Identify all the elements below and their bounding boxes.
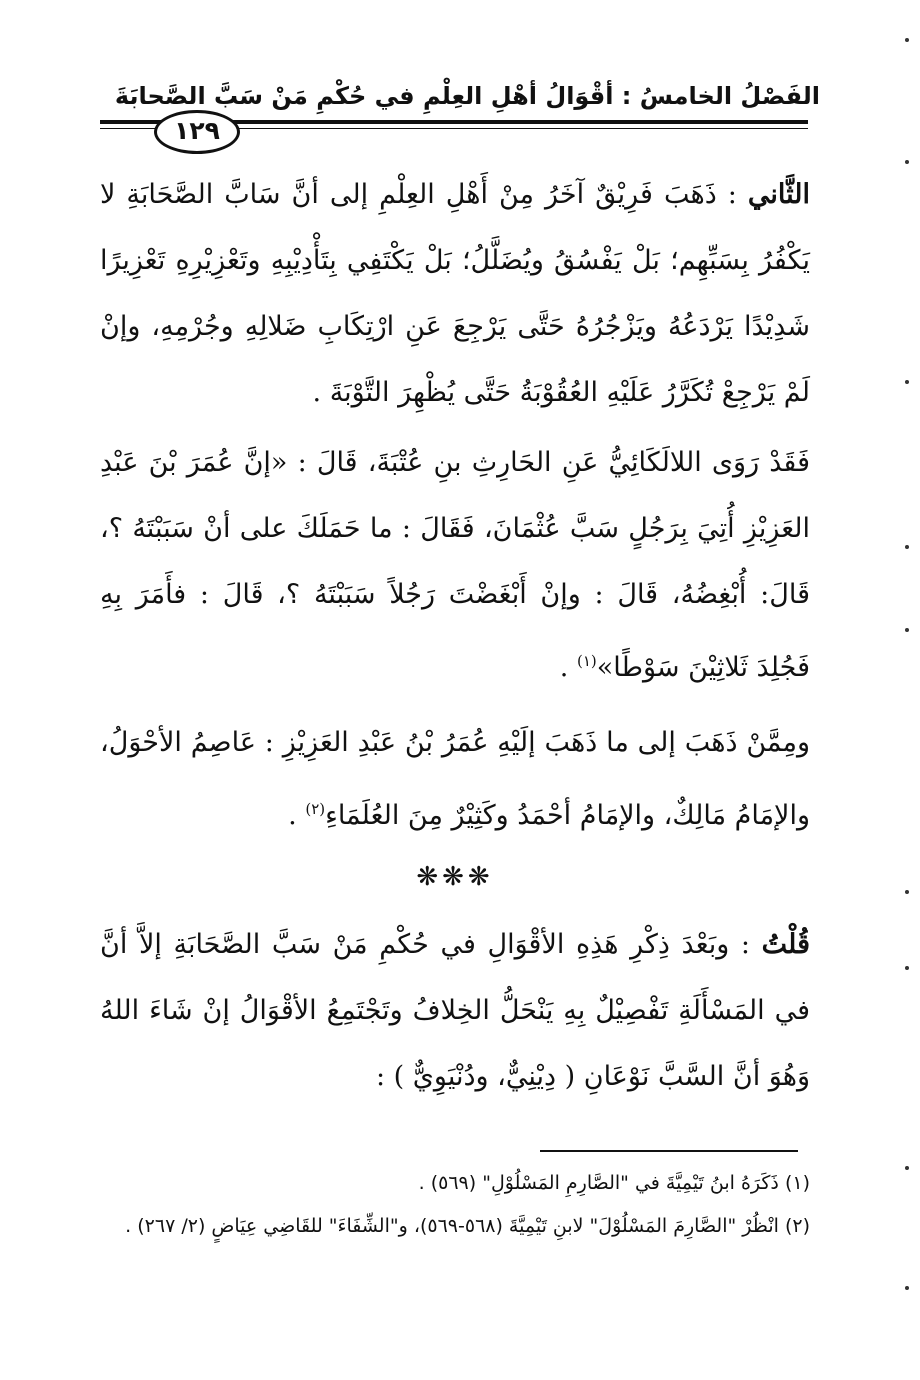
footnote-ref-1: (١) bbox=[576, 652, 597, 670]
paragraph-narration bbox=[100, 430, 810, 701]
footnote-1: (١) ذَكَرَهُ ابنُ تَيْمِيَّةَ في "الصَّارِمِ المَسْلُوْلِ" (٥٦٩) . bbox=[418, 1172, 810, 1194]
paragraph-adherents bbox=[100, 710, 810, 849]
paragraph-text: : وبَعْدَ ذِكْرِ هَذِهِ الأقْوَالِ في حُكْمِ مَنْ سَبَّ الصَّحَابَةِ إلاَّ أنَّ في المَسْأَلَةِ تَفْصِيْلٌ بِهِ يَنْحَلُّ الخِلافُ وتَجْتَمِعُ الأقْوَالُ إنْ شَاءَ اللهُ وَهُوَ أنَّ السَّبَّ نَوْعَانِ ( دِيْنِيٌّ، ودُنْيَوِيٌّ ) : bbox=[100, 929, 810, 1092]
section-separator: ❋❋❋ bbox=[416, 862, 494, 892]
margin-dot bbox=[905, 890, 909, 894]
margin-dot bbox=[905, 628, 909, 632]
paragraph-end: . bbox=[288, 800, 306, 831]
paragraph-lead-word: قُلْتُ bbox=[761, 929, 810, 960]
paragraph-lead-word: الثَّاني bbox=[747, 179, 810, 210]
footnote-2: (٢) انْظُرْ "الصَّارِمَ المَسْلُوْلَ" لابنِ تَيْمِيَّةَ (٥٦٨-٥٦٩)، و"الشِّفَاءَ" للقَاضِي عِيَاضٍ (٢/ ٢٦٧) . bbox=[125, 1215, 810, 1237]
page-number: ١٢٩ bbox=[154, 110, 240, 154]
paragraph-second-opinion bbox=[100, 162, 810, 426]
footnote-ref-2: (٢) bbox=[305, 800, 326, 818]
paragraph-text: : ذَهَبَ فَرِيْقٌ آخَرُ مِنْ أَهْلِ العِلْمِ إلى أنَّ سَابَّ الصَّحَابَةِ لا يَكْفُرُ بِسَبِّهِم؛ بَلْ يَفْسُقُ ويُضَلَّلُ؛ بَلْ يَكْتَفِي بِتَأْدِيْبِهِ وتَعْزِيْرِهِ تَعْزِيرًا شَدِيْدًا يَرْدَعُهُ ويَزْجُرُهُ حَتَّى يَرْجِعَ عَنِ ارْتِكَابِ ضَلالِهِ وجُرْمِهِ، وإنْ لَمْ يَرْجِعْ تُكَرَّرُ عَلَيْهِ العُقُوْبَةُ حَتَّى يُظْهِرَ التَّوْبَةَ . bbox=[100, 179, 810, 408]
margin-dot bbox=[905, 1286, 909, 1290]
margin-dot bbox=[905, 966, 909, 970]
paragraph-text: فَقَدْ رَوَى اللالَكَائِيُّ عَنِ الحَارِثِ بنِ عُتْبَةَ، قَالَ : «إنَّ عُمَرَ بْنَ عَبْدِ العَزِيْزِ أُتِيَ بِرَجُلٍ سَبَّ عُثْمَانَ، فَقَالَ : ما حَمَلَكَ على أنْ سَبَبْتَهُ ؟، قَالَ: أُبْغِضُهُ، قَالَ : وإنْ أَبْغَضْتَ رَجُلاً سَبَبْتَهُ ؟، قَالَ : فأَمَرَ بِهِ فَجُلِدَ ثَلاثِيْنَ سَوْطًا» bbox=[100, 447, 810, 683]
margin-dot bbox=[905, 1166, 909, 1170]
margin-dot bbox=[905, 38, 909, 42]
margin-dot bbox=[905, 160, 909, 164]
running-header-title: الفَصْلُ الخامسُ : أقْوَالُ أهْلِ العِلْمِ في حُكْمِ مَنْ سَبَّ الصَّحابَةَ bbox=[114, 82, 820, 110]
footnotes bbox=[100, 1165, 810, 1251]
footnote-divider bbox=[540, 1150, 798, 1152]
paragraph-end: . bbox=[559, 652, 577, 683]
paragraph-conclusion bbox=[100, 912, 810, 1110]
margin-dot bbox=[905, 380, 909, 384]
paragraph-text: ومِمَّنْ ذَهَبَ إلى ما ذَهَبَ إلَيْهِ عُمَرُ بْنُ عَبْدِ العَزِيْزِ : عَاصِمُ الأحْوَلُ، والإمَامُ مَالِكٌ، والإمَامُ أحْمَدُ وكَثِيْرٌ مِنَ العُلَمَاءِ bbox=[100, 727, 810, 831]
margin-dot bbox=[905, 545, 909, 549]
